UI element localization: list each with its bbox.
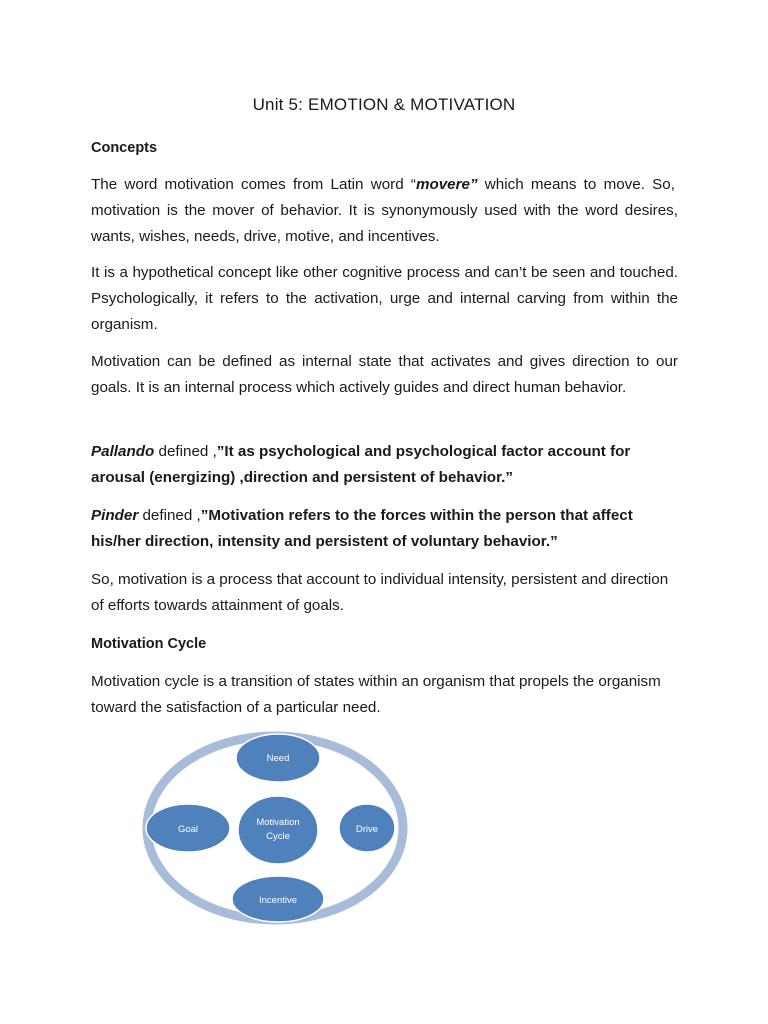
author-pinder: Pinder bbox=[91, 507, 139, 524]
defined-text: defined , bbox=[154, 443, 217, 460]
cycle-svg bbox=[140, 728, 410, 928]
node-center bbox=[238, 796, 318, 864]
paragraph-definition: Motivation can be defined as internal state that activates and gives direction to our goals. It is an internal process which actively guides and direct human behavior. bbox=[91, 353, 678, 396]
paragraph-hypothetical: It is a hypothetical concept like other cognitive process and can’t be seen and touched. Psychologically, it refers to the activation, urge and internal carving from within the organism. bbox=[91, 264, 678, 333]
pinder-quote: ”Motivation refers to the forces within the person that affect his/her direction, intensity and persistent of voluntary behavior.” bbox=[91, 507, 633, 550]
author-pallando: Pallando bbox=[91, 443, 155, 460]
node-drive-label: Drive bbox=[355, 824, 379, 835]
motivation-cycle-diagram bbox=[140, 728, 410, 928]
page-title: Unit 5: EMOTION & MOTIVATION bbox=[252, 95, 516, 114]
definition-pinder bbox=[91, 503, 678, 555]
definition-pallando bbox=[91, 439, 678, 491]
paragraph-cycle: Motivation cycle is a transition of states within an organism that propels the organism toward the satisfaction of a particular need. bbox=[91, 673, 661, 716]
node-center-label-1: Motivation bbox=[256, 817, 300, 828]
paragraph-summary: So, motivation is a process that account to individual intensity, persistent and direction of efforts towards attainment of goals. bbox=[91, 571, 669, 614]
node-center-label-2: Cycle bbox=[266, 831, 290, 842]
paragraph-origin bbox=[91, 172, 678, 250]
motivation-cycle-heading: Motivation Cycle bbox=[91, 636, 207, 652]
node-incentive-label: Incentive bbox=[258, 895, 298, 906]
node-goal-label: Goal bbox=[177, 824, 199, 835]
node-need-label: Need bbox=[266, 753, 290, 764]
paragraph-origin-end: which means to move. So, motivation is the mover of behavior. It is synonymously used with the word desires, wants, wishes, needs, drive, motive, and incentives. bbox=[91, 176, 678, 245]
defined-text: defined , bbox=[138, 507, 201, 524]
pallando-quote: ”It as psychological and psychological factor account for arousal (energizing) ,direction and persistent of behavior.” bbox=[91, 443, 631, 486]
paragraph-origin-start: The word motivation comes from Latin word “ bbox=[91, 176, 416, 193]
latin-term: movere” bbox=[415, 176, 478, 193]
concepts-heading: Concepts bbox=[91, 140, 158, 156]
